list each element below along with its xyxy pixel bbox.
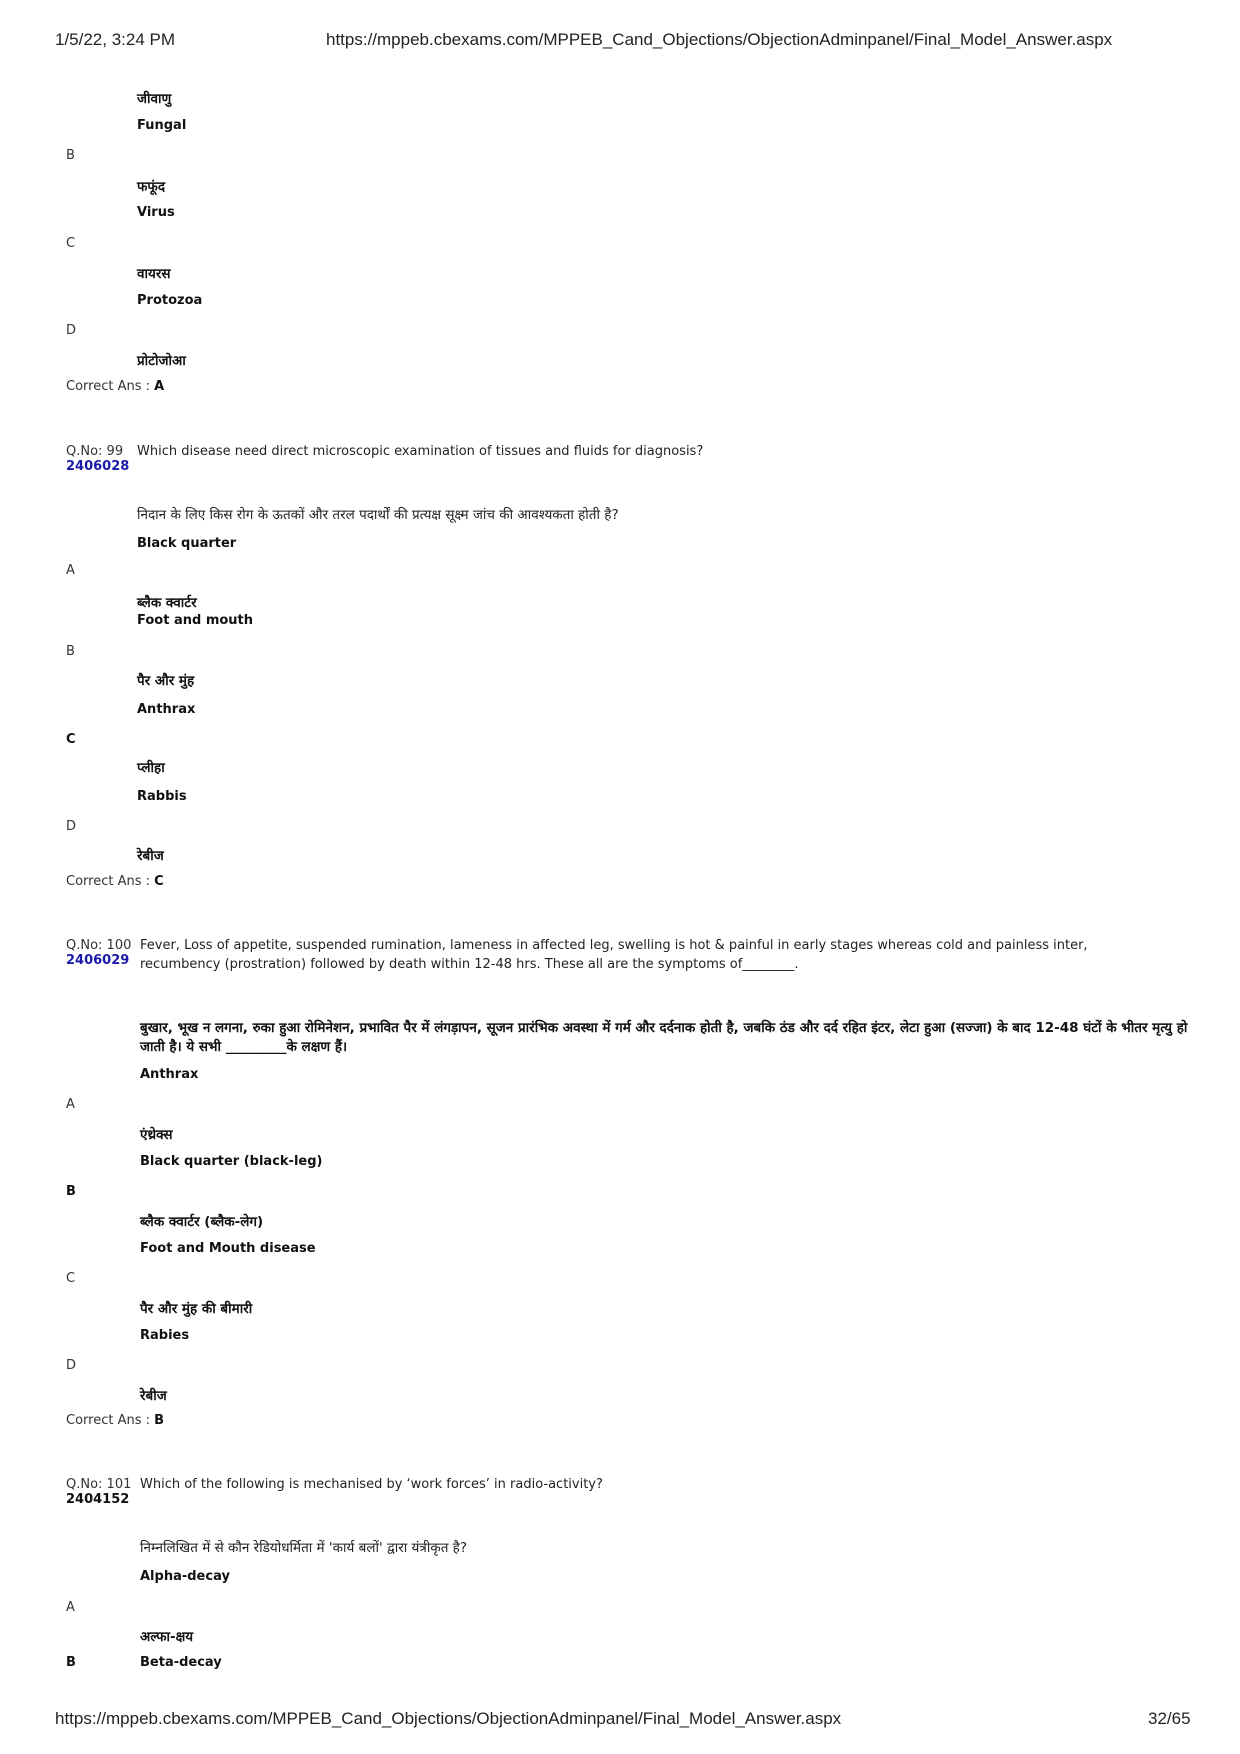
q99-option-d-english: Rabbis — [137, 789, 187, 804]
print-datetime: 1/5/22, 3:24 PM — [55, 30, 176, 49]
q98-option-c-english: Virus — [137, 205, 175, 220]
correct-ans-label: Correct Ans : — [66, 379, 150, 394]
q99-option-a-hindi: ब्लैक क्वार्टर — [137, 595, 197, 611]
q100-option-c-hindi: पैर और मुंह की बीमारी — [140, 1301, 253, 1317]
q100-option-a-hindi: एंथ्रेक्स — [140, 1127, 173, 1143]
q101-question-hindi: निम्नलिखित में से कौन रेडियोधर्मिता में 'कार्य बलों' द्वारा यंत्रीकृत है? — [140, 1540, 468, 1556]
q98-option-c-hindi: वायरस — [137, 266, 171, 282]
q98-correct-answer — [66, 379, 164, 394]
q99-option-a-letter: A — [66, 563, 75, 578]
correct-ans-value: A — [154, 379, 165, 394]
q99-option-a-english: Black quarter — [137, 536, 237, 551]
q99-option-d-letter: D — [66, 819, 77, 834]
correct-ans-value: B — [154, 1413, 165, 1428]
q98-option-d-letter: D — [66, 323, 77, 338]
q101-id: 2404152 — [66, 1492, 130, 1507]
q98-option-d-hindi: प्रोटोजोआ — [137, 353, 186, 369]
q98-option-b-english: Fungal — [137, 118, 187, 133]
q100-option-a-english: Anthrax — [140, 1067, 199, 1082]
q98-option-b-hindi: फफूंद — [137, 179, 165, 195]
q101-option-a-letter: A — [66, 1600, 75, 1615]
q99-id: 2406028 — [66, 459, 130, 474]
q100-question-hindi-line2: जाती है। ये सभी _________के लक्षण हैं। — [140, 1039, 348, 1055]
q100-option-c-letter: C — [66, 1271, 76, 1286]
correct-ans-label: Correct Ans : — [66, 874, 150, 889]
q100-question-hindi-line1: बुखार, भूख न लगना, रुका हुआ रोमिनेशन, प्रभावित पैर में लंगड़ापन, सूजन प्रारंभिक अवस्था में गर्म और दर्दनाक होती है, जबकि ठंड और दर्द रहित इंटर, लेटा हुआ (सज्जा) के बाद 12-48 घंटों के भीतर मृत्यु हो — [140, 1020, 1188, 1036]
print-header-url: https://mppeb.cbexams.com/MPPEB_Cand_Objections/ObjectionAdminpanel/Final_Model_Answer.aspx — [326, 30, 1113, 49]
q99-correct-answer — [66, 874, 164, 889]
q100-option-d-letter: D — [66, 1358, 77, 1373]
q100-question-english-line2: recumbency (prostration) followed by death within 12-48 hrs. These all are the symptoms of________. — [140, 957, 799, 972]
q99-option-c-english: Anthrax — [137, 702, 196, 717]
q100-option-b-english: Black quarter (black-leg) — [140, 1154, 323, 1169]
q99-option-b-letter: B — [66, 644, 75, 659]
q98-option-b-letter: B — [66, 148, 75, 163]
correct-ans-label: Correct Ans : — [66, 1413, 150, 1428]
q100-correct-answer — [66, 1413, 164, 1428]
page-number: 32/65 — [1148, 1709, 1191, 1728]
q101-option-a-english: Alpha-decay — [140, 1569, 230, 1584]
q99-option-b-hindi: पैर और मुंह — [137, 673, 195, 689]
q99-option-b-english: Foot and mouth — [137, 613, 254, 628]
q100-option-b-letter: B — [66, 1184, 76, 1199]
q99-option-c-hindi: प्लीहा — [137, 760, 165, 776]
q99-question-english: Which disease need direct microscopic examination of tissues and fluids for diagnosis? — [137, 444, 704, 459]
q99-question-hindi: निदान के लिए किस रोग के ऊतकों और तरल पदार्थों की प्रत्यक्ष सूक्ष्म जांच की आवश्यकता होती है? — [137, 507, 619, 523]
q100-option-d-english: Rabies — [140, 1328, 190, 1343]
q98-option-d-english: Protozoa — [137, 293, 203, 308]
q99-option-c-letter: C — [66, 732, 76, 747]
q100-id: 2406029 — [66, 953, 130, 968]
q99-option-d-hindi: रेबीज — [137, 848, 164, 864]
q100-option-b-hindi: ब्लैक क्वार्टर (ब्लैक-लेग) — [140, 1214, 264, 1230]
q101-option-b-letter: B — [66, 1655, 76, 1670]
q101-option-b-english: Beta-decay — [140, 1655, 222, 1670]
q100-number: Q.No: 100 — [66, 938, 132, 953]
correct-ans-value: C — [154, 874, 164, 889]
q98-option-a-hindi: जीवाणु — [137, 91, 172, 107]
q98-option-c-letter: C — [66, 236, 76, 251]
q100-question-english-line1: Fever, Loss of appetite, suspended rumination, lameness in affected leg, swelling is hot & painful in early stages whereas cold and painless inter, — [140, 938, 1088, 953]
q101-question-english: Which of the following is mechanised by ‘work forces’ in radio-activity? — [140, 1477, 603, 1492]
q100-option-d-hindi: रेबीज — [140, 1388, 167, 1404]
q101-option-a-hindi: अल्फा-क्षय — [140, 1629, 194, 1645]
q99-number: Q.No: 99 — [66, 444, 124, 459]
q100-option-a-letter: A — [66, 1097, 75, 1112]
q101-number: Q.No: 101 — [66, 1477, 132, 1492]
q100-option-c-english: Foot and Mouth disease — [140, 1241, 316, 1256]
print-footer-url: https://mppeb.cbexams.com/MPPEB_Cand_Objections/ObjectionAdminpanel/Final_Model_Answer.aspx — [55, 1709, 842, 1728]
